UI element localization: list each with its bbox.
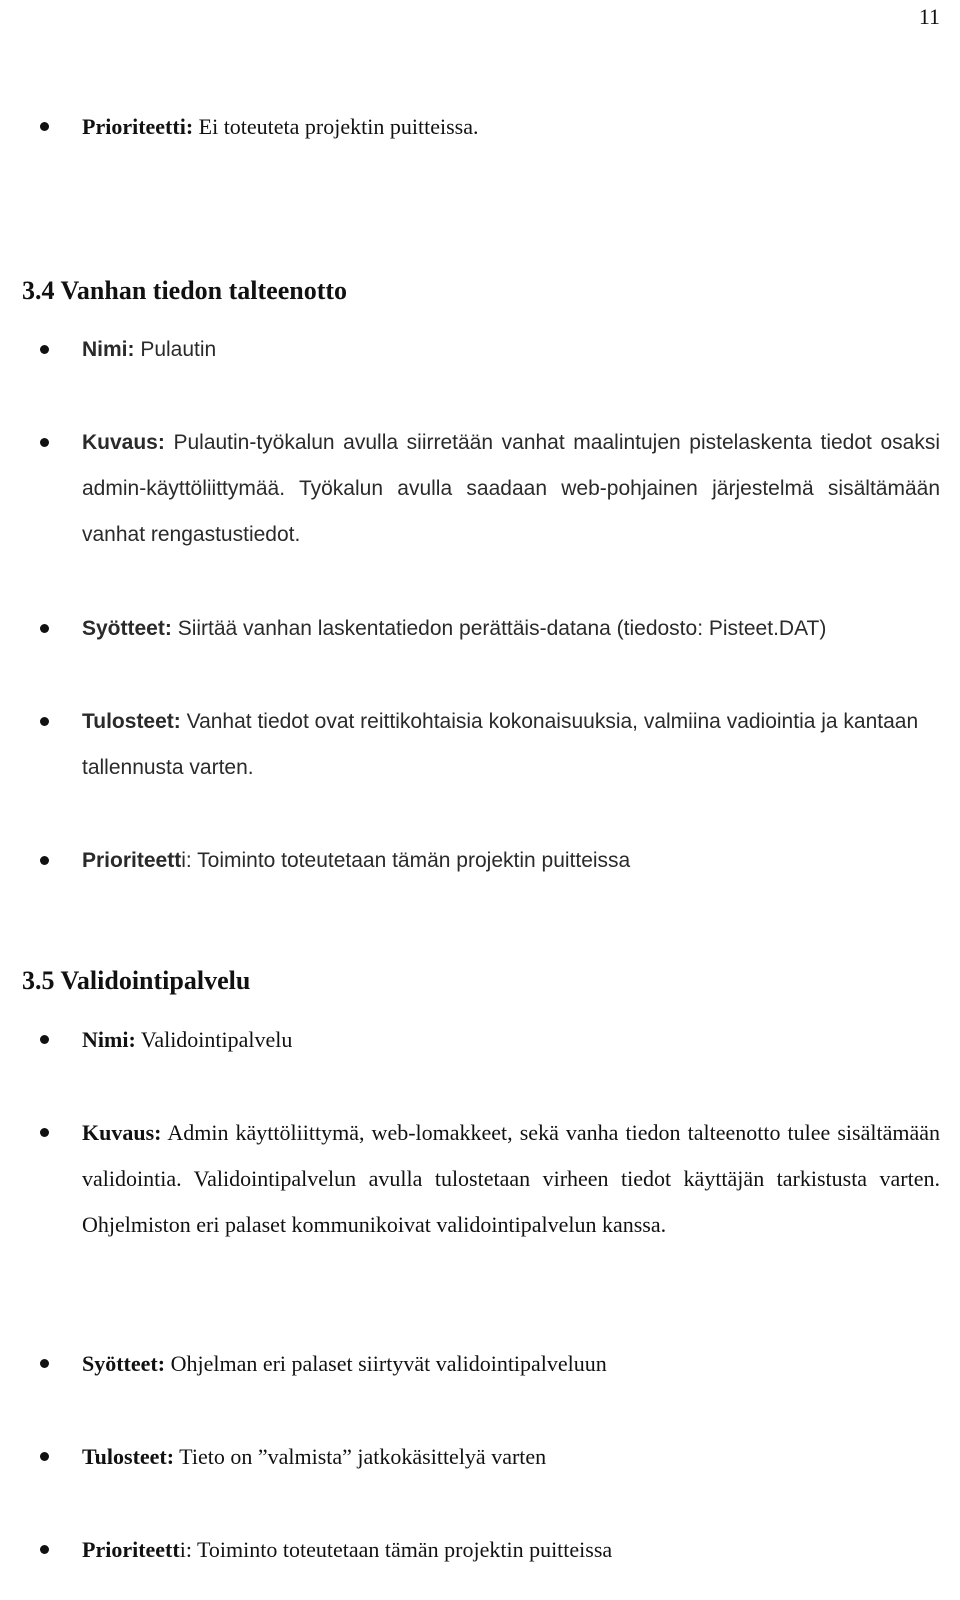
section-heading-3-4: 3.4 Vanhan tiedon talteenotto (22, 276, 348, 305)
list-item-text (82, 327, 940, 373)
list-item-text (82, 1434, 940, 1480)
field-value: Ei toteuteta projektin puitteissa. (193, 114, 479, 139)
bullet-icon (40, 856, 49, 865)
bullet-icon (40, 1359, 49, 1368)
field-label: Prioriteett (82, 1537, 180, 1562)
list-item-text (82, 1017, 940, 1063)
list-item-text (82, 699, 940, 791)
field-label: Tulosteet: (82, 710, 181, 733)
list-item-text (82, 1527, 940, 1573)
bullet-icon (40, 122, 49, 131)
field-value: Validointipalvelu (135, 1027, 293, 1052)
field-label: Tulosteet: (82, 1444, 175, 1469)
field-value: Tieto on ”valmista” jatkokäsittelyä varten (174, 1444, 547, 1469)
section-heading-3-5: 3.5 Validointipalvelu (22, 966, 251, 995)
field-value: i: Toiminto toteutetaan tämän projektin puitteissa (179, 1537, 613, 1562)
field-value: Ohjelman eri palaset siirtyvät validointipalveluun (165, 1351, 607, 1376)
field-value: Pulautin (134, 338, 217, 361)
bullet-icon (40, 624, 49, 633)
list-item-text (82, 838, 940, 884)
field-value: Pulautin-työkalun avulla siirretään vanhat maalintujen pistelaskenta tiedot osaksi admin-käyttöliittymää. Työkalun avulla saadaan web-pohjainen järjestelmä sisältämään vanhat rengastustiedot. (82, 431, 940, 546)
bullet-icon (40, 1452, 49, 1461)
list-item-text (82, 1341, 940, 1387)
list-item-text (82, 606, 940, 652)
bullet-icon (40, 1545, 49, 1554)
page-number: 11 (918, 4, 940, 29)
field-value: i: Toiminto toteutetaan tämän projektin puitteissa (181, 849, 631, 872)
bullet-icon (40, 438, 49, 447)
field-label: Prioriteetti: (82, 114, 194, 139)
list-item-text (82, 104, 940, 150)
list-item-text (82, 420, 940, 558)
bullet-icon (40, 1128, 49, 1137)
field-value: Vanhat tiedot ovat reittikohtaisia kokonaisuuksia, valmiina vadiointia ja kantaan tallennusta varten. (82, 710, 919, 779)
field-label: Nimi: (82, 338, 135, 361)
bullet-icon (40, 345, 49, 354)
bullet-icon (40, 717, 49, 726)
field-label: Syötteet: (82, 1351, 166, 1376)
field-label: Prioriteett (82, 849, 182, 872)
list-item-text (82, 1110, 940, 1248)
field-value: Admin käyttöliittymä, web-lomakkeet, sekä vanha tiedon talteenotto tulee sisältämään validointia. Validointipalvelun avulla tulostetaan virheen tiedot käyttäjän tarkistusta varten. Ohjelmiston eri palaset kommunikoivat validointipalvelun kanssa. (82, 1120, 940, 1237)
field-label: Syötteet: (82, 617, 172, 640)
field-value: Siirtää vanhan laskentatiedon perättäis-datana (tiedosto: Pisteet.DAT) (171, 617, 827, 640)
bullet-icon (40, 1035, 49, 1044)
field-label: Kuvaus: (82, 1120, 162, 1145)
field-label: Kuvaus: (82, 431, 165, 454)
field-label: Nimi: (82, 1027, 136, 1052)
